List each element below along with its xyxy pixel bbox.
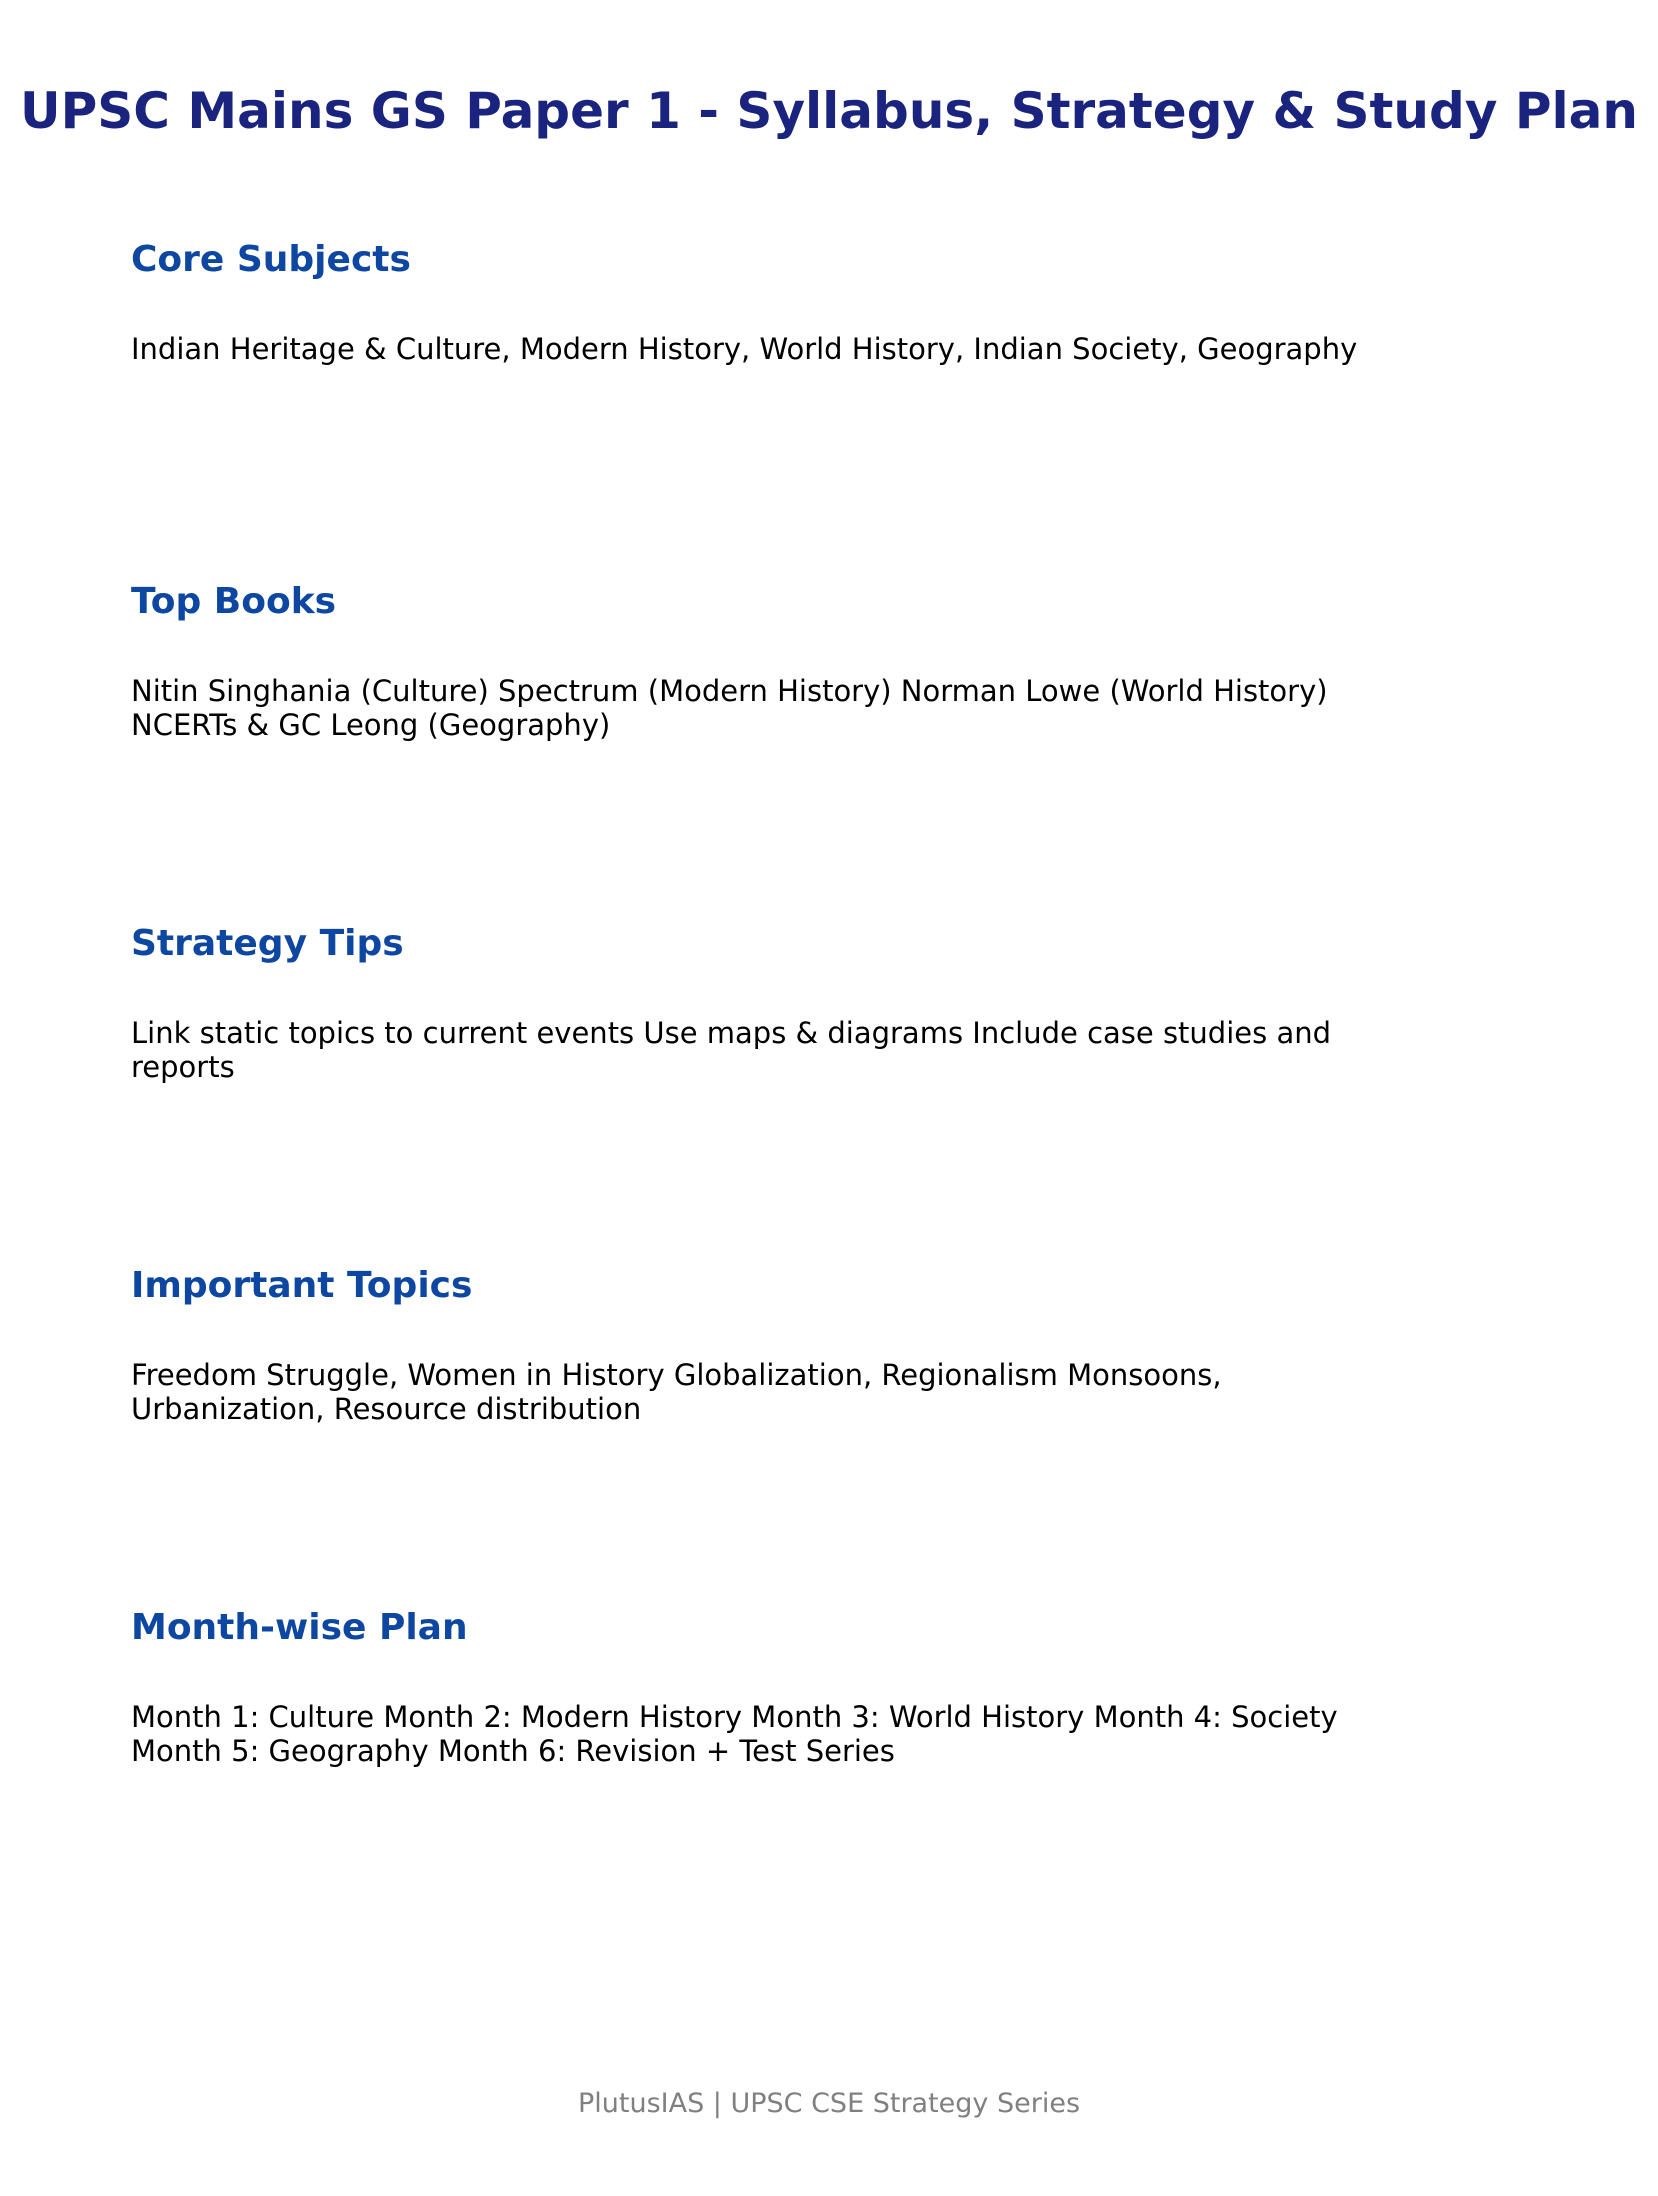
section-heading: Month-wise Plan bbox=[131, 1607, 468, 1648]
section-body: Month 1: Culture Month 2: Modern History Month 3: World History Month 4: Society Month 5: Geography Month 6: Revision + Test Series bbox=[131, 1700, 1338, 1768]
section-heading: Top Books bbox=[131, 581, 337, 622]
page-title: UPSC Mains GS Paper 1 - Syllabus, Strategy & Study Plan bbox=[20, 82, 1638, 140]
page-footer: PlutusIAS | UPSC CSE Strategy Series bbox=[577, 2088, 1081, 2119]
section-important-topics bbox=[131, 1264, 1431, 1426]
section-month-wise-plan bbox=[131, 1606, 1431, 1768]
section-heading: Strategy Tips bbox=[131, 923, 404, 964]
section-heading: Important Topics bbox=[131, 1265, 473, 1306]
section-strategy-tips bbox=[131, 922, 1431, 1084]
section-body: Link static topics to current events Use maps & diagrams Include case studies and reports bbox=[131, 1016, 1332, 1084]
section-core-subjects bbox=[131, 238, 1431, 366]
section-top-books bbox=[131, 580, 1431, 742]
section-body: Freedom Struggle, Women in History Globalization, Regionalism Monsoons, Urbanization, Resource distribution bbox=[131, 1358, 1222, 1426]
section-heading: Core Subjects bbox=[131, 239, 411, 280]
section-body: Indian Heritage & Culture, Modern History, World History, Indian Society, Geography bbox=[131, 332, 1358, 366]
section-body: Nitin Singhania (Culture) Spectrum (Modern History) Norman Lowe (World History) NCERTs & GC Leong (Geography) bbox=[131, 674, 1328, 742]
